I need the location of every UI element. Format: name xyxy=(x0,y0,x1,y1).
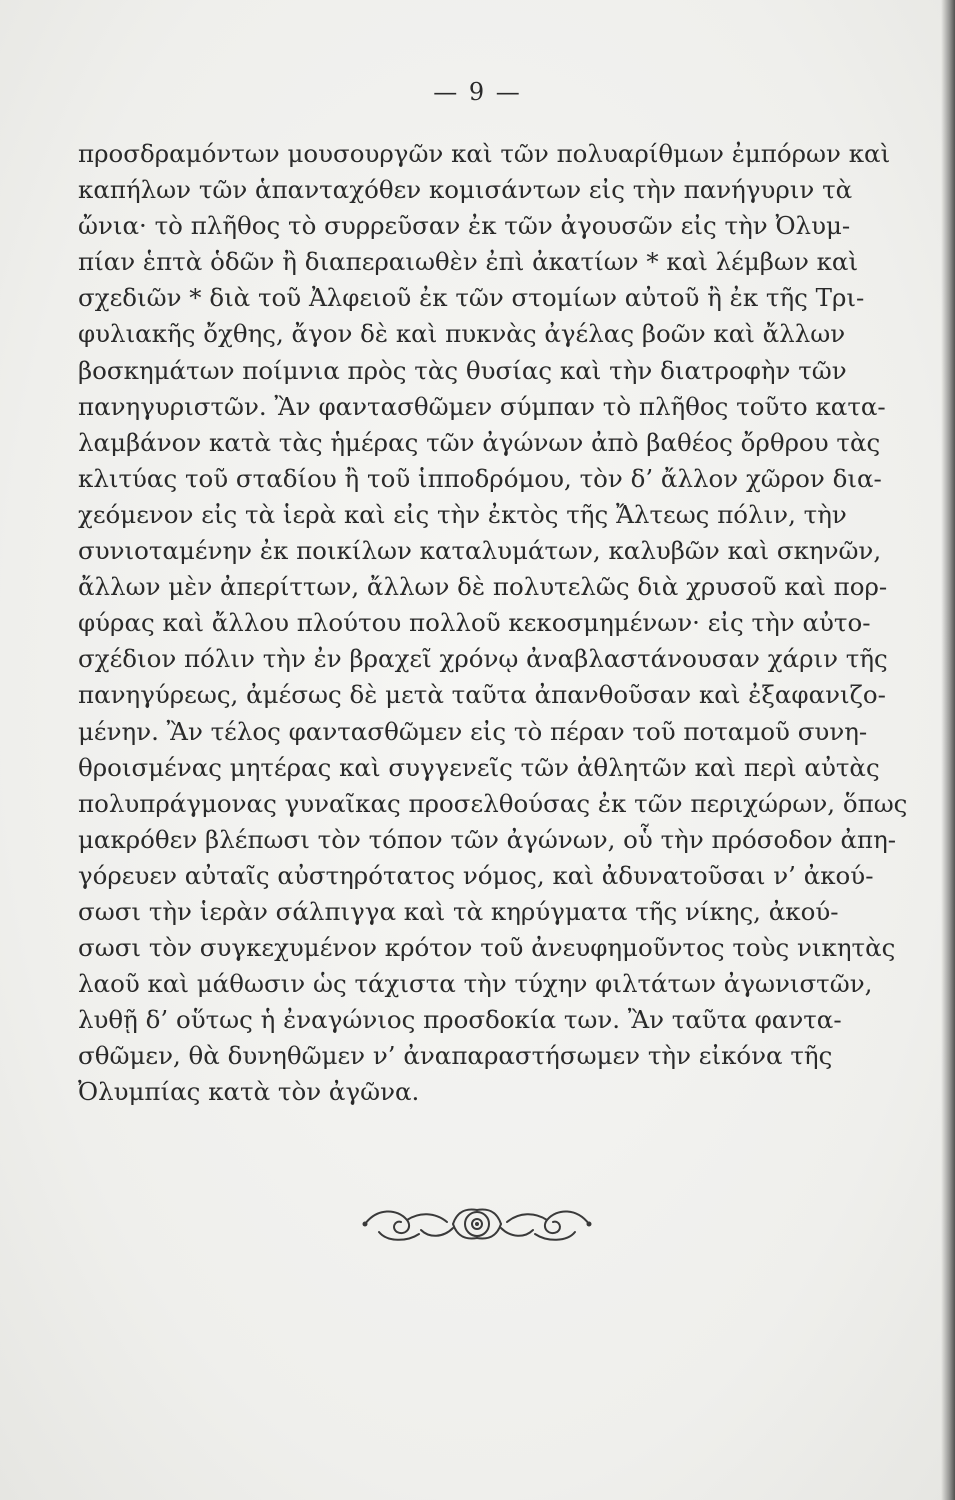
text-line: μακρόθεν βλέπωσι τὸν τόπον τῶν ἀγώνων, οὗ τὴν πρόσοδον ἀπη- xyxy=(78,824,897,854)
text-line: πίαν ἑπτὰ ὁδῶν ἢ διαπεραιωθὲν ἐπὶ ἀκατίων * καὶ λέμβων καὶ xyxy=(78,247,859,277)
text-line: βοσκημάτων ποίμνια πρὸς τὰς θυσίας καὶ τὴν διατροφὴν τῶν xyxy=(78,355,847,385)
floral-tailpiece-ornament-icon xyxy=(357,1198,597,1250)
text-line: φυλιακῆς ὄχθης, ἄγον δὲ καὶ πυκνὰς ἀγέλας βοῶν καὶ ἄλλων xyxy=(78,319,846,349)
text-line: ὤνια· τὸ πλῆθος τὸ συρρεῦσαν ἐκ τῶν ἀγουσῶν εἰς τὴν Ὀλυμ- xyxy=(78,211,851,241)
text-line: προσδραμόντων μουσουργῶν καὶ τῶν πολυαρίθμων ἐμπόρων καὶ xyxy=(78,139,891,168)
text-line: συνιοταμένην ἐκ ποικίλων καταλυμάτων, καλυβῶν καὶ σκηνῶν, xyxy=(78,536,882,566)
text-line: λαοῦ καὶ μάθωσιν ὡς τάχιστα τὴν τύχην φιλτάτων ἀγωνιστῶν, xyxy=(78,969,873,999)
text-line-last: Ὀλυμπίας κατὰ τὸν ἀγῶνα. xyxy=(78,1077,420,1107)
text-line: χεόμενον εἰς τὰ ἱερὰ καὶ εἰς τὴν ἐκτὸς τῆς Ἄλτεως πόλιν, τὴν xyxy=(78,499,847,529)
text-line: φύρας καὶ ἄλλου πλούτου πολλοῦ κεκοσμημένων· εἰς τὴν αὐτο- xyxy=(78,608,871,638)
text-line: πανηγυριστῶν. Ἂν φαντασθῶμεν σύμπαν τὸ πλῆθος τοῦτο κατα- xyxy=(78,391,886,421)
text-line: γόρευεν αὐταῖς αὐστηρότατος νόμος, καὶ ἀδυνατοῦσαι ν’ ἀκού- xyxy=(78,860,874,890)
text-line: σωσι τὸν συγκεχυμένον κρότον τοῦ ἀνευφημοῦντος τοὺς νικητὰς xyxy=(78,933,896,963)
text-line: πανηγύρεως, ἀμέσως δὲ μετὰ ταῦτα ἀπανθοῦσαν καὶ ἐξαφανιζο- xyxy=(78,680,886,710)
text-line: λυθῇ δ’ οὕτως ἡ ἐναγώνιος προσδοκία των. Ἂν ταῦτα φαντα- xyxy=(78,1005,842,1035)
text-line: ἄλλων μὲν ἀπερίττων, ἄλλων δὲ πολυτελῶς διὰ χρυσοῦ καὶ πορ- xyxy=(78,572,888,602)
text-line: σθῶμεν, θὰ δυνηθῶμεν ν’ ἀναπαραστήσωμεν τὴν εἰκόνα τῆς xyxy=(78,1041,833,1071)
text-line: λαμβάνον κατὰ τὰς ἡμέρας τῶν ἀγώνων ἀπὸ βαθέος ὄρθρου τὰς xyxy=(78,427,881,457)
text-line: θροισμένας μητέρας καὶ συγγενεῖς τῶν ἀθλητῶν καὶ περὶ αὐτὰς xyxy=(78,752,880,782)
text-line: πολυπράγμονας γυναῖκας προσελθούσας ἐκ τῶν περιχώρων, ὅπως xyxy=(78,788,908,818)
text-line: σχέδιον πόλιν τὴν ἐν βραχεῖ χρόνῳ ἀναβλαστάνουσαν χάριν τῆς xyxy=(78,644,888,674)
page-edge-shadow xyxy=(941,0,955,1500)
text-line: σχεδιῶν * διὰ τοῦ Ἀλφειοῦ ἐκ τῶν στομίων αὐτοῦ ἢ ἐκ τῆς Τρι- xyxy=(78,283,865,313)
page-number: — 9 — xyxy=(433,78,522,106)
text-line: μένην. Ἂν τέλος φαντασθῶμεν εἰς τὸ πέραν τοῦ ποταμοῦ συνη- xyxy=(78,716,868,746)
text-line: σωσι τὴν ἱερὰν σάλπιγγα καὶ τὰ κηρύγματα τῆς νίκης, ἀκού- xyxy=(78,896,839,926)
text-line: κλιτύας τοῦ σταδίου ἢ τοῦ ἱπποδρόμου, τὸν δ’ ἄλλον χῶρον δια- xyxy=(78,463,882,493)
text-line: καπήλων τῶν ἁπανταχόθεν κομισάντων εἰς τὴν πανήγυριν τὰ xyxy=(78,175,853,205)
body-text xyxy=(78,136,908,1111)
